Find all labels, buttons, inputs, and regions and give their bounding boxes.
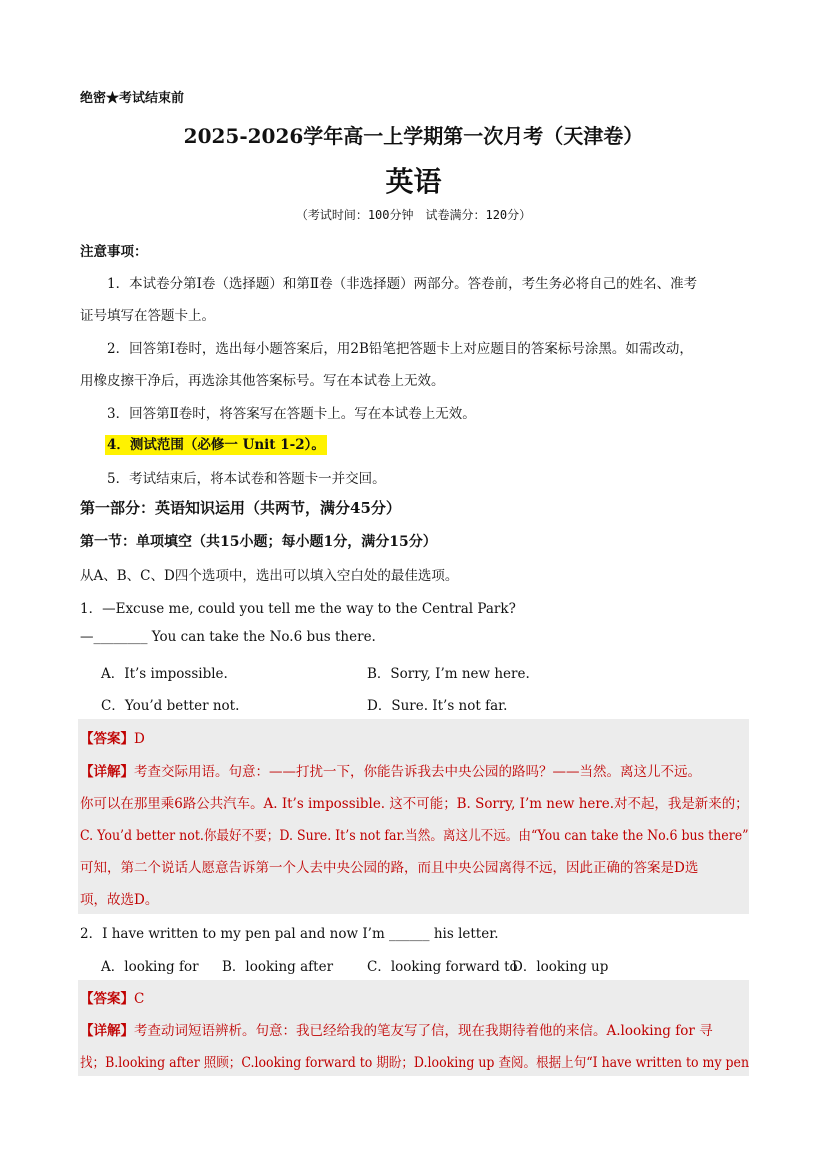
q2-option-d: D．looking up [512, 959, 609, 975]
q2-option-c: C．looking forward to [367, 959, 518, 975]
q2-detail-line-1 [80, 1019, 713, 1039]
q1-detail-label: 【详解】 [80, 764, 134, 780]
q1-detail-line-5: 项，故选D。 [80, 892, 159, 908]
notice-item-1-line-1: 1．本试卷分第Ⅰ卷（选择题）和第Ⅱ卷（非选择题）两部分。答卷前，考生务必将自己的姓名、准考 [107, 276, 698, 292]
q1-option-b: B．Sorry, I’m new here. [367, 666, 530, 682]
q1-detail-line-3: C. You’d better not.你最好不要；D. Sure. It’s not far.当然。离这儿不远。由“You can take the No.6 bus there” [80, 828, 749, 844]
subject-title: 英语 [385, 165, 442, 198]
confidential-mark: 绝密★考试结束前 [80, 91, 185, 106]
q1-detail-line-1 [80, 760, 701, 780]
exam-title: 2025-2026学年高一上学期第一次月考（天津卷） [183, 124, 644, 148]
q2-answer-value: C [134, 991, 145, 1007]
notice-item-2-line-2: 用橡皮擦干净后，再选涂其他答案标号。写在本试卷上无效。 [80, 373, 445, 389]
q2-detail-text-1: 考查动词短语辨析。句意：我已经给我的笔友写了信，现在我期待着他的来信。A.looking for 寻 [134, 1023, 713, 1039]
notice-item-4-highlight: 4．测试范围（必修一 Unit 1-2）。 [107, 437, 325, 453]
q1-line-1: 1．—Excuse me, could you tell me the way to the Central Park? [80, 601, 516, 617]
q1-answer-block [78, 719, 749, 914]
notice-item-2-line-1: 2．回答第Ⅰ卷时，选出每小题答案后，用2B铅笔把答题卡上对应题目的答案标号涂黑。如需改动， [107, 341, 693, 357]
q1-line-2: —________ You can take the No.6 bus there. [80, 629, 376, 645]
q1-option-c: C．You’d better not. [101, 698, 240, 714]
q2-line-1: 2．I have written to my pen pal and now I’m ______ his letter. [80, 926, 499, 942]
q2-detail-label: 【详解】 [80, 1023, 134, 1039]
part1-heading: 第一部分：英语知识运用（共两节，满分45分） [80, 499, 401, 517]
q2-detail-line-2: 找；B.looking after 照顾；C.looking forward to 期盼；D.looking up 查阅。根据上句“I have written to my pen [80, 1055, 750, 1071]
notice-item-4 [105, 433, 327, 453]
q1-detail-text-1: 考查交际用语。句意：——打扰一下，你能告诉我去中央公园的路吗？——当然。离这儿不远。 [134, 764, 701, 780]
notice-item-5: 5．考试结束后，将本试卷和答题卡一并交回。 [107, 471, 386, 487]
q2-answer-label: 【答案】 [80, 991, 134, 1007]
q1-option-a: A．It’s impossible. [101, 666, 228, 682]
notice-item-1-line-2: 证号填写在答题卡上。 [80, 308, 215, 324]
q1-detail-line-4: 可知，第二个说话人愿意告诉第一个人去中央公园的路，而且中央公园离得不远，因此正确的答案是D选 [80, 860, 699, 876]
q2-answer [80, 987, 144, 1007]
q1-answer-label: 【答案】 [80, 731, 134, 747]
q2-option-a: A．looking for [101, 959, 199, 975]
section1-heading: 第一节：单项填空（共15小题；每小题1分，满分15分） [80, 534, 437, 550]
q1-detail-line-2: 你可以在那里乘6路公共汽车。A. It’s impossible. 这不可能；B. Sorry, I’m new here.对不起，我是新来的； [80, 796, 749, 812]
exam-meta: （考试时间：100分钟 试卷满分：120分） [295, 208, 532, 222]
q1-answer [80, 727, 145, 747]
q1-answer-value: D [134, 731, 145, 747]
notice-item-3: 3．回答第Ⅱ卷时，将答案写在答题卡上。写在本试卷上无效。 [107, 406, 476, 422]
section1-instruction: 从A、B、C、D四个选项中，选出可以填入空白处的最佳选项。 [80, 568, 459, 584]
q1-option-d: D．Sure. It’s not far. [367, 698, 508, 714]
q2-option-b: B．looking after [222, 959, 334, 975]
notice-heading: 注意事项： [80, 244, 148, 260]
